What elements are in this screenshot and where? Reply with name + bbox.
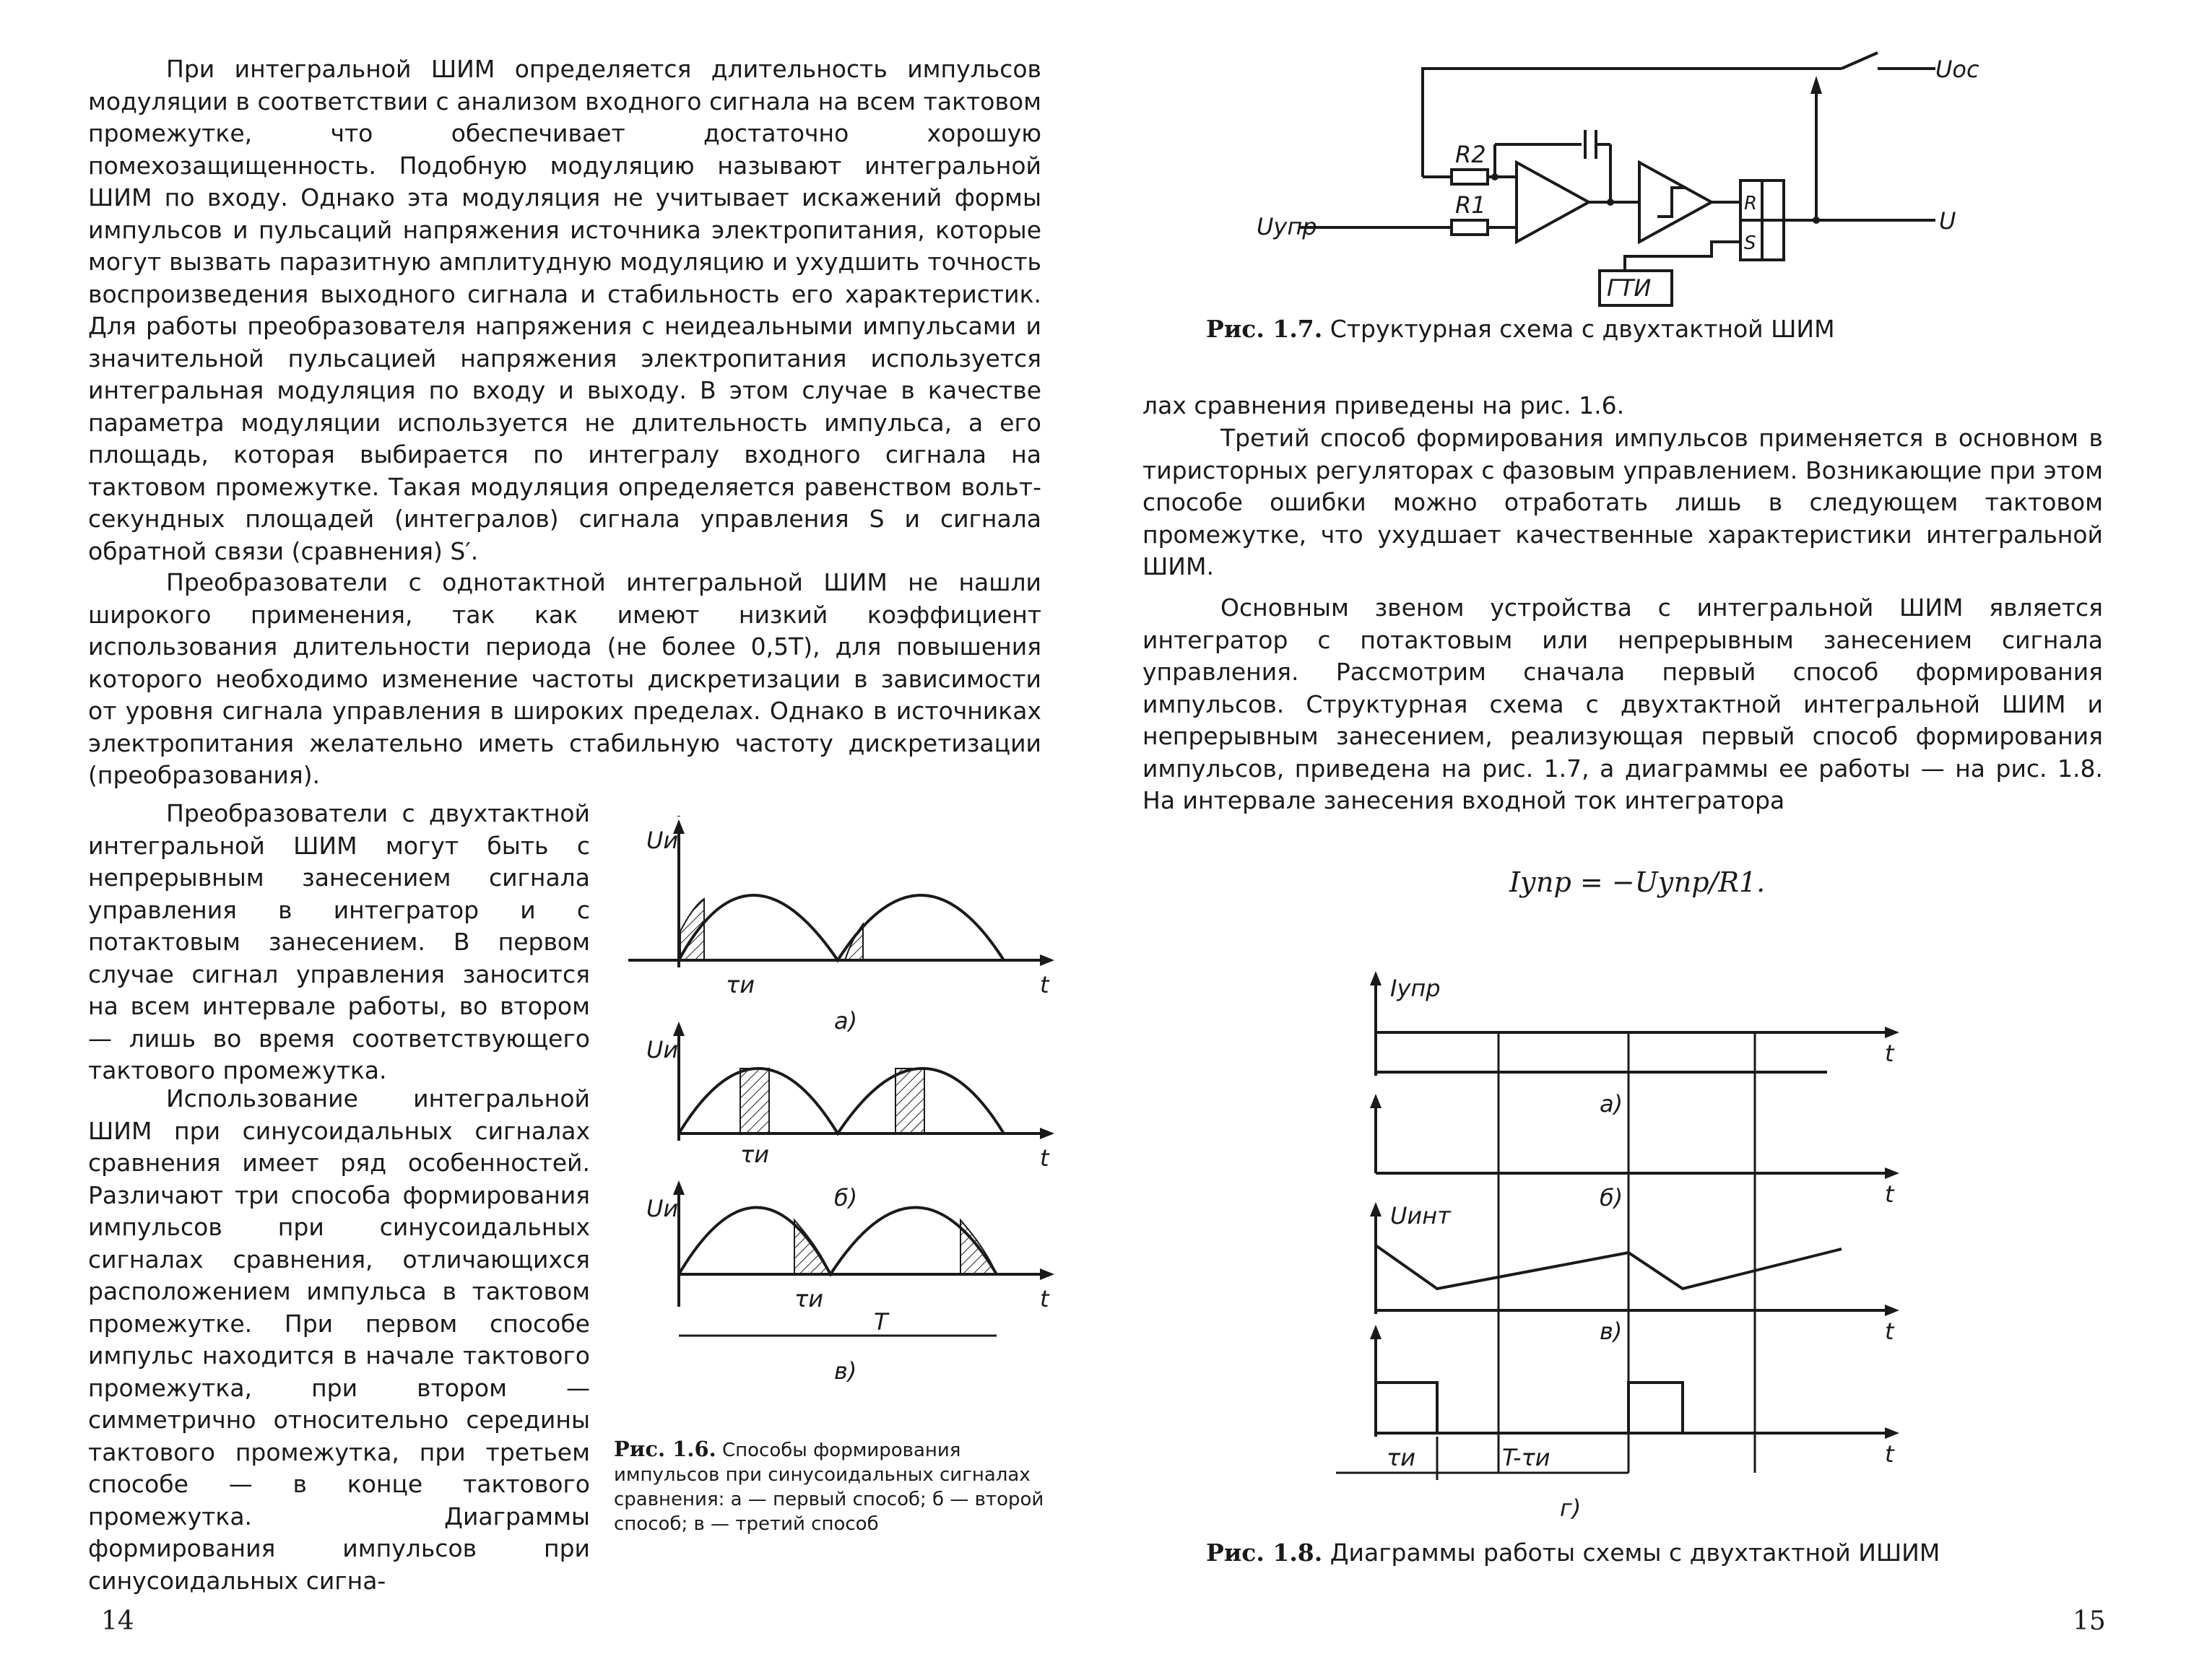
- fig16b-pulse-2: [895, 1069, 924, 1133]
- right-paragraph-3: Основным звеном устройства с интегральной ШИМ является интегратор с потактовым или непрерывным занесением сигнала управления. Рассмотрим сначала первый способ формирования импульсов. Структурная схема с двухтактной интегральной ШИМ и непрерывным занесением, реализующая первый способ формирования импульсов, приведена на рис. 1.7, а диаграммы ее работы — на рис. 1.8. На интервале занесения входной ток интегратора: [1142, 593, 2103, 814]
- fig16a-label: а): [834, 1007, 858, 1035]
- fig16-caption-text: Способы формирования импульсов при синусоидальных сигналах сравнения: а — первый способ; б — второй способ; в — третий способ: [614, 1440, 1044, 1535]
- fig16b-wave: [679, 1069, 1004, 1133]
- fig16a-pulse-1: [680, 899, 704, 960]
- right-paragraph-1: лах сравнения приведены на рис. 1.6.: [1142, 391, 1625, 419]
- fig16a-tau: τи: [726, 971, 755, 998]
- fig16-caption: [614, 1437, 1047, 1536]
- figure-1-7: [1257, 40, 1979, 307]
- fig18g-t-minus-tau: T-τи: [1502, 1444, 1550, 1471]
- fig18g-tau: τи: [1387, 1444, 1416, 1471]
- fig16v-pulse-1: [794, 1220, 830, 1274]
- fig17-u-upr: Uупр: [1257, 213, 1317, 240]
- right-paragraph-2: Третий способ формирования импульсов применяется в основном в тиристорных регуляторах с фазовым управлением. Возникающие при этом способе ошибки можно отработать лишь в следующем тактовом промежутке, что ухудшает качественные характеристики интегральной ШИМ.: [1142, 424, 2103, 580]
- fig17-u-out: U: [1939, 207, 1956, 235]
- fig16v-wave: [679, 1208, 997, 1275]
- fig17-comparator: [1639, 162, 1712, 242]
- fig18v-integrator-wave: [1376, 1245, 1842, 1289]
- fig17-caption: [1206, 314, 1835, 344]
- fig16a-pulse-2: [845, 924, 863, 960]
- fig16b-pulse-1: [740, 1069, 769, 1133]
- fig17-caption-label: Рис. 1.7.: [1206, 315, 1323, 343]
- fig16v-axis-u: Uи: [646, 1195, 679, 1222]
- fig17-r1-label: R1: [1455, 191, 1486, 219]
- fig17-r1: [1452, 220, 1488, 235]
- fig16b-tau: τи: [740, 1141, 770, 1168]
- fig16v-period: T: [874, 1308, 888, 1336]
- fig18a-i-upr: Iупр: [1390, 975, 1441, 1002]
- fig17-switch: [1842, 53, 1878, 69]
- fig16b-axis-t: t: [1040, 1144, 1049, 1172]
- page-number-right: 15: [2073, 1606, 2106, 1636]
- fig16b-label: б): [834, 1184, 858, 1211]
- fig18-caption-label: Рис. 1.8.: [1206, 1538, 1323, 1567]
- left-paragraph-4: Использование интегральной ШИМ при синусоидальных сигналах сравнения имеет ряд особенностей. Различают три способа формирования импульсов при синусоидальных сигналах сравнения, отличающихся расположением импульса в тактовом промежутке. При первом способе импульс находится в начале тактового промежутка, при втором — симметрично относительно середины тактового промежутка, при третьем способе — в конце тактового промежутка. Диаграммы формирования импульсов при синусоидальных сигна-: [88, 1084, 590, 1595]
- fig16a-wave: [679, 895, 1004, 960]
- page-number-left: 14: [101, 1606, 134, 1636]
- fig18b-t: t: [1885, 1180, 1894, 1208]
- fig17-u-oc: Uос: [1935, 56, 1979, 83]
- fig16v-tau: τи: [794, 1285, 824, 1313]
- left-paragraph-3: Преобразователи с двухтактной интегральной ШИМ могут быть с непрерывным занесением сигнала управления в интегратор и с потактовым занесением. В первом случае сигнал управления заносится на всем интервале работы, во втором — лишь во время соответствующего тактового промежутка.: [88, 799, 590, 1084]
- figure-1-6: [614, 816, 1076, 1429]
- fig17-caption-text: Структурная схема с двухтактной ШИМ: [1330, 315, 1835, 343]
- fig18-caption-text: Диаграммы работы схемы с двухтактной ИШИМ: [1330, 1538, 1940, 1567]
- fig16v-label: в): [834, 1357, 857, 1385]
- fig16a-axis-u: Uи: [646, 827, 679, 854]
- fig18v-label: в): [1600, 1318, 1623, 1345]
- fig17-r-label: R: [1744, 193, 1758, 214]
- fig18a-t: t: [1885, 1040, 1894, 1067]
- left-paragraph-2: Преобразователи с однотактной интегральной ШИМ не нашли широкого применения, так как имеют низкий коэффициент использования длительности периода (не более 0,5T), для повышения которого необходимо изменение частоты дискретизации в зависимости от уровня сигнала управления в широких пределах. Однако в источниках электропитания желательно иметь стабильную частоту дискретизации (преобразования).: [88, 568, 1041, 789]
- fig18v-t: t: [1885, 1318, 1894, 1345]
- fig17-r2: [1452, 170, 1488, 184]
- formula-i-upr: Iупр = −Uупр/R1.: [1509, 866, 1766, 898]
- fig18v-u-int: Uинт: [1390, 1202, 1451, 1229]
- fig18g-label: г): [1560, 1494, 1582, 1522]
- fig18b-label: б): [1600, 1184, 1623, 1211]
- fig16v-pulse-2: [960, 1220, 997, 1274]
- figure-1-8: [1322, 967, 1935, 1531]
- fig17-gti-label: ГТИ: [1607, 274, 1652, 302]
- fig18a-label: а): [1600, 1090, 1623, 1118]
- fig17-integrator: [1517, 162, 1589, 242]
- fig16v-axis-t: t: [1040, 1285, 1049, 1313]
- fig18-caption: [1206, 1538, 1940, 1568]
- fig16a-axis-t: t: [1040, 971, 1049, 998]
- fig18g-pulses: [1376, 1383, 1683, 1433]
- fig17-s-label: S: [1744, 232, 1756, 254]
- left-paragraph-1: При интегральной ШИМ определяется длительность импульсов модуляции в соответствии с анализом входного сигнала на всем тактовом промежутке, что обеспечивает достаточно хорошую помехозащищенность. Подобную модуляцию называют интегральной ШИМ по входу. Однако эта модуляция не учитывает искажений формы импульсов и пульсаций напряжения источника электропитания, которые могут вызвать паразитную амплитудную модуляцию и ухудшить точность воспроизведения выходного сигнала и стабильность его характеристик. Для работы преобразователя напряжения с неидеальными импульсами и значительной пульсацией напряжения электропитания используется интегральная модуляция по входу и выходу. В этом случае в качестве параметра модуляции используется не длительность импульса, а его площадь, которая выбирается по интегралу входного сигнала на тактовом промежутке. Такая модуляция определяется равенством вольт-секундных площадей (интегралов) сигнала управления S и сигнала обратной связи (сравнения) S′.: [88, 55, 1041, 565]
- fig17-r2-label: R2: [1455, 141, 1486, 168]
- fig18g-t: t: [1885, 1440, 1894, 1468]
- fig16-caption-label: Рис. 1.6.: [614, 1437, 716, 1461]
- fig16b-axis-u: Uи: [646, 1036, 679, 1063]
